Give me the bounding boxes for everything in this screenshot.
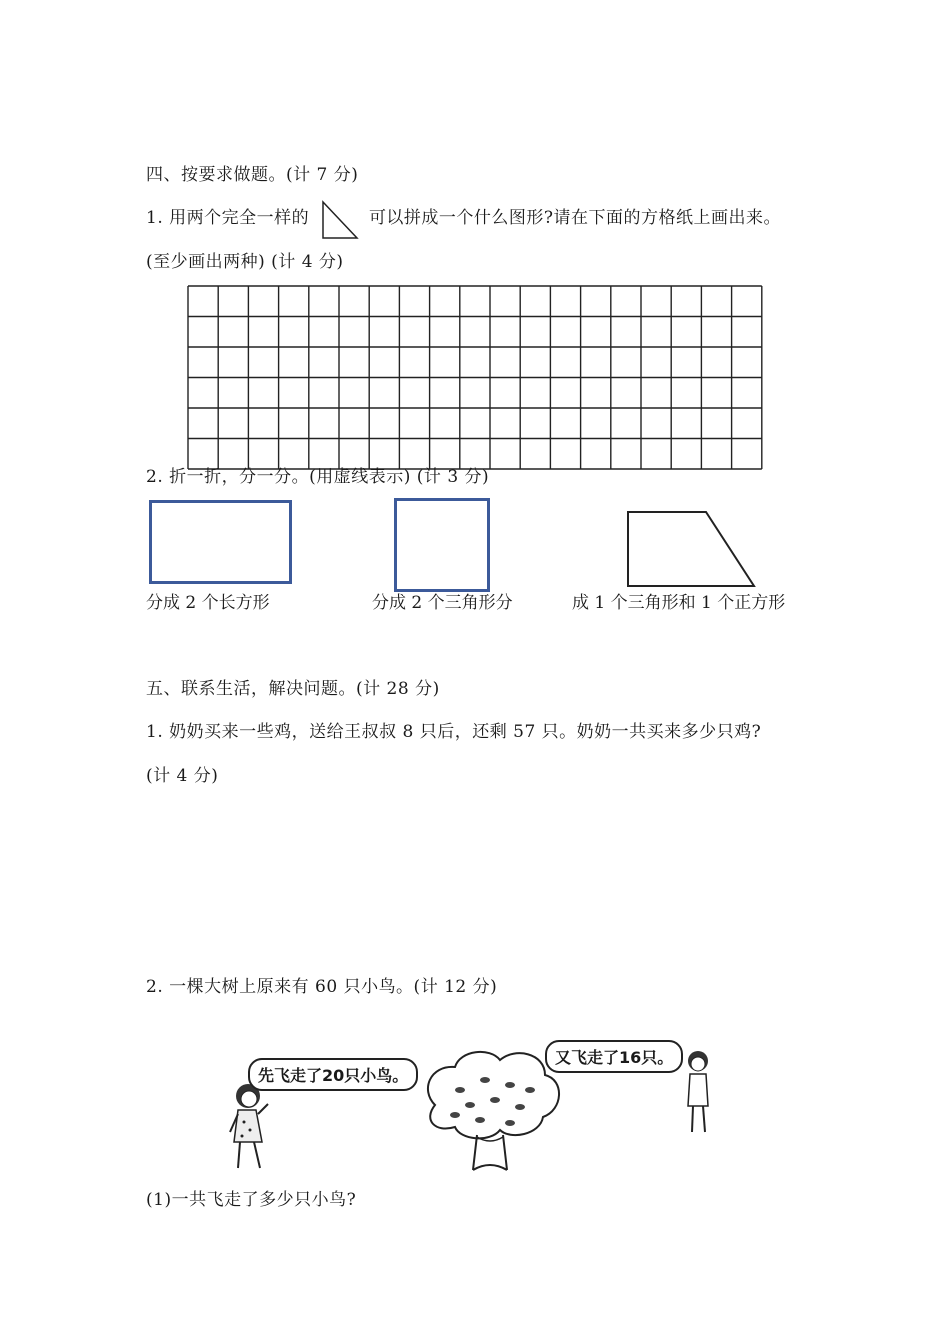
section-5-heading: 五、联系生活，解决问题。(计 28 分)	[146, 679, 440, 699]
speech-bubble-right: 又飞走了16只。	[545, 1040, 683, 1073]
section-5-question-2: 2. 一棵大树上原来有 60 只小鸟。(计 12 分)	[146, 977, 498, 997]
sub-question-1: (1)一共飞走了多少只小鸟?	[146, 1190, 357, 1210]
section-4-heading: 四、按要求做题。(计 7 分)	[146, 165, 359, 185]
birds-illustration	[220, 1030, 740, 1180]
rectangle-shape[interactable]	[149, 500, 292, 584]
grid-paper[interactable]	[186, 282, 766, 476]
question-1-note: (至少画出两种) (计 4 分)	[146, 252, 344, 272]
triangle-icon	[319, 204, 359, 234]
shape-label-1: 分成 2 个长方形	[146, 593, 270, 613]
question-1-text	[146, 203, 781, 234]
trapezoid-shape[interactable]	[626, 510, 758, 594]
speech-bubble-left: 先飞走了20只小鸟。	[248, 1058, 418, 1091]
tree-icon	[415, 1045, 565, 1175]
question-1-text-b: 可以拼成一个什么图形?请在下面的方格纸上画出来。	[368, 208, 782, 228]
shape-label-2: 分成 2 个三角形分	[372, 593, 513, 613]
shape-label-3: 成 1 个三角形和 1 个正方形	[572, 593, 786, 613]
girl-left-figure	[220, 1080, 280, 1175]
girl-right-figure	[678, 1048, 718, 1138]
square-shape[interactable]	[394, 498, 490, 592]
section-5-question-1-points: (计 4 分)	[146, 766, 219, 786]
question-1-text-a: 1. 用两个完全一样的	[146, 208, 310, 228]
question-2-text: 2. 折一折，分一分。(用虚线表示) (计 3 分)	[146, 467, 490, 487]
section-5-question-1: 1. 奶奶买来一些鸡，送给王叔叔 8 只后，还剩 57 只。奶奶一共买来多少只鸡?	[146, 722, 762, 742]
